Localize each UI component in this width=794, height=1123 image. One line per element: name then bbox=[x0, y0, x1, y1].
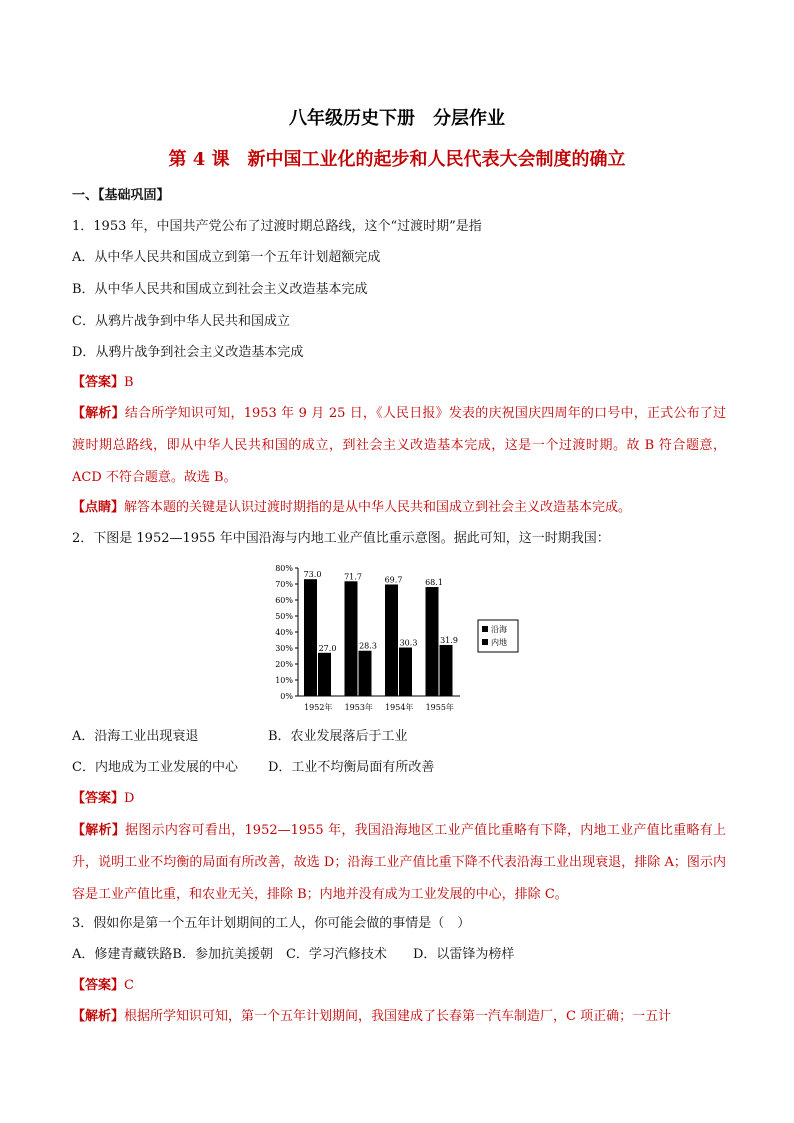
x-tick-label: 1952年 bbox=[304, 703, 333, 712]
document-title: 八年级历史下册 分层作业 bbox=[289, 108, 505, 129]
analysis-tag: 【解析】 bbox=[72, 406, 125, 421]
q3-stem: 3．假如你是第一个五年计划期间的工人，你可能会做的事情是（ ） bbox=[72, 916, 471, 931]
q2-analysis-text: 据图示内容可看出，1952—1955 年，我国沿海地区工业产值比重略有下降，内地工业产值比重略有上升，说明工业不均衡的局面有所改善，故选 D；沿海工业产值比重下降不代表沿海工业出现衰退，排除 A；图示内容是工业产值比重，和农业无关，排除 B；内地并没有成为工业发展的中心，排除 C。 bbox=[72, 823, 726, 902]
q1-option-a: A．从中华人民共和国成立到第一个五年计划超额完成 bbox=[72, 250, 381, 265]
analysis-tag: 【解析】 bbox=[72, 823, 126, 838]
inland-bar bbox=[318, 653, 331, 696]
section-heading: 一、【基础巩固】 bbox=[72, 188, 170, 203]
bar-chart-svg bbox=[268, 558, 528, 718]
q3-option-c: C．学习汽修技术 bbox=[285, 947, 387, 962]
x-tick-label: 1953年 bbox=[344, 703, 373, 712]
q2-answer bbox=[72, 789, 726, 809]
x-tick-label: 1955年 bbox=[425, 703, 454, 712]
q2-analysis bbox=[72, 815, 726, 911]
q1-analysis-text: 结合所学知识可知，1953 年 9 月 25 日，《人民日报》发表的庆祝国庆四周年的口号中，正式公布了过渡时期总路线，即从中华人民共和国的成立，到社会主义改造基本完成，这是一个过渡时期。故 B 符合题意，ACD 不符合题意。故选 B。 bbox=[72, 406, 726, 485]
inland-bar bbox=[440, 645, 453, 696]
legend-swatch bbox=[482, 626, 488, 632]
lesson-title: 第 4 课 新中国工业化的起步和人民代表大会制度的确立 bbox=[168, 149, 626, 170]
q3-analysis bbox=[72, 1007, 726, 1027]
q1-option-b: B．从中华人民共和国成立到社会主义改造基本完成 bbox=[72, 282, 368, 297]
y-tick-label: 0% bbox=[280, 692, 293, 701]
q2-options-row-1 bbox=[72, 727, 726, 747]
q2-answer-value: D bbox=[124, 791, 135, 806]
bar-data-label: 28.3 bbox=[359, 641, 377, 651]
y-tick-label: 50% bbox=[275, 612, 293, 621]
y-tick-label: 30% bbox=[275, 644, 293, 653]
y-tick-label: 10% bbox=[275, 676, 293, 685]
legend-label: 沿海 bbox=[491, 625, 507, 634]
q2-option-a: A．沿海工业出现衰退 bbox=[72, 729, 199, 744]
coastal-bar bbox=[304, 579, 317, 696]
q2-stem: 2．下图是 1952—1955 年中国沿海与内地工业产值比重示意图。据此可知，这一时期我国： bbox=[72, 531, 610, 546]
bar-data-label: 71.7 bbox=[344, 572, 362, 582]
q3-options-row bbox=[72, 945, 726, 965]
coastal-bar bbox=[426, 587, 439, 696]
analysis-tag: 【解析】 bbox=[72, 1009, 125, 1024]
bar-data-label: 73.0 bbox=[303, 570, 322, 580]
y-tick-label: 80% bbox=[275, 564, 293, 573]
coastal-bar bbox=[345, 581, 358, 696]
q1-point-text: 解答本题的关键是认识过渡时期指的是从中华人民共和国成立到社会主义改造基本完成。 bbox=[124, 500, 632, 515]
x-tick-label: 1954年 bbox=[385, 703, 414, 712]
bar-data-label: 69.7 bbox=[384, 575, 403, 585]
q1-stem: 1．1953 年，中国共产党公布了过渡时期总路线，这个“过渡时期”是指 bbox=[72, 219, 482, 234]
q1-option-c: C．从鸦片战争到中华人民共和国成立 bbox=[72, 314, 290, 329]
legend-swatch bbox=[482, 639, 488, 645]
answer-tag: 【答案】 bbox=[72, 978, 125, 993]
bar-data-label: 31.9 bbox=[440, 635, 458, 645]
q1-point bbox=[72, 498, 726, 518]
q1-analysis bbox=[72, 398, 726, 494]
point-tag: 【点睛】 bbox=[72, 500, 125, 515]
inland-bar bbox=[359, 651, 372, 696]
q2-option-d: D．工业不均衡局面有所改善 bbox=[268, 760, 435, 775]
legend-label: 内地 bbox=[491, 638, 507, 647]
bar-data-label: 27.0 bbox=[318, 643, 337, 653]
q1-answer-value: B bbox=[124, 375, 134, 390]
q3-option-b: B．参加抗美援朝 bbox=[172, 947, 273, 962]
answer-tag: 【答案】 bbox=[72, 375, 125, 390]
y-tick-label: 40% bbox=[275, 628, 293, 637]
q3-analysis-text: 根据所学知识可知，第一个五年计划期间，我国建成了长春第一汽车制造厂，C 项正确；一五计 bbox=[124, 1009, 672, 1024]
industry-share-chart bbox=[268, 558, 528, 718]
y-tick-label: 60% bbox=[275, 596, 293, 605]
q3-answer-value: C bbox=[124, 978, 134, 993]
bar-data-label: 30.3 bbox=[399, 638, 418, 648]
q1-option-d: D．从鸦片战争到社会主义改造基本完成 bbox=[72, 345, 304, 360]
answer-tag: 【答案】 bbox=[72, 791, 125, 806]
q2-option-b: B．农业发展落后于工业 bbox=[268, 729, 408, 744]
q3-option-a: A．修建青藏铁路 bbox=[72, 947, 173, 962]
q2-options-row-2 bbox=[72, 758, 726, 778]
q1-answer bbox=[72, 373, 726, 393]
q2-option-c: C．内地成为工业发展的中心 bbox=[72, 760, 238, 775]
bar-data-label: 68.1 bbox=[425, 578, 443, 588]
y-tick-label: 70% bbox=[275, 580, 293, 589]
q3-option-d: D．以雷锋为榜样 bbox=[412, 947, 515, 962]
y-tick-label: 20% bbox=[275, 660, 293, 669]
inland-bar bbox=[399, 648, 412, 696]
coastal-bar bbox=[385, 584, 398, 696]
q3-answer bbox=[72, 976, 726, 996]
